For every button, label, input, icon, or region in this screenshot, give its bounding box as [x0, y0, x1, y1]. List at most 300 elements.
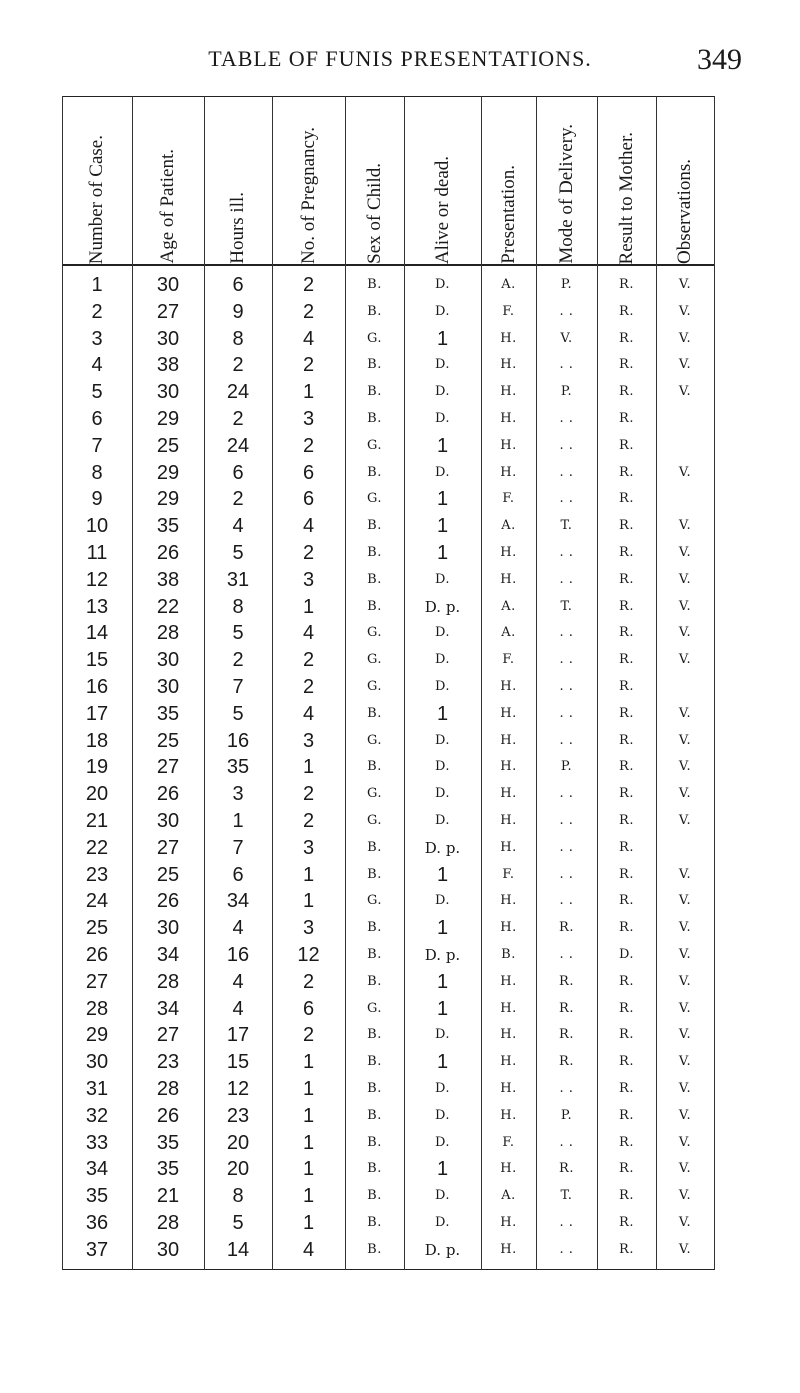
table-cell: 21: [156, 1185, 180, 1208]
table-cell: R.: [619, 813, 634, 828]
table-cell: 29: [85, 1024, 109, 1047]
table-cell: 2: [302, 354, 315, 377]
table-cell: R.: [619, 1000, 634, 1016]
table-cell: 7: [232, 836, 244, 859]
page-header: [0, 43, 800, 86]
table-cell: P.: [560, 384, 573, 400]
table-row: [62, 1076, 714, 1102]
table-cell: R.: [619, 973, 634, 989]
table-cell: 6: [232, 461, 244, 484]
table-cell: R.: [619, 920, 634, 936]
table-cell: F.: [502, 652, 515, 668]
table-cell: 1: [91, 274, 103, 296]
table-cell: V.: [678, 786, 692, 802]
table-cell: H.: [500, 679, 517, 694]
table-row: [62, 942, 714, 968]
table-cell: H.: [500, 839, 517, 855]
table-cell: 34: [226, 890, 250, 913]
table-cell: D.: [434, 652, 451, 668]
table-cell: R.: [619, 1107, 634, 1123]
table-cell: 14: [226, 1238, 250, 1261]
table-cell: D.: [618, 947, 635, 962]
table-cell: G.: [366, 893, 383, 909]
table-cell: G.: [366, 491, 383, 507]
table-cell: H.: [500, 893, 517, 909]
table-cell: B.: [367, 1215, 382, 1230]
table-cell: 30: [156, 274, 180, 296]
table-cell: D.: [434, 384, 451, 400]
table-cell: 1: [436, 917, 449, 940]
table-cell: R.: [559, 1161, 574, 1177]
table-row: [62, 996, 714, 1022]
table-row: [62, 888, 714, 914]
table-cell: R.: [619, 277, 634, 292]
table-cell: 12: [226, 1078, 250, 1100]
table-row: [62, 326, 714, 352]
table-cell: 30: [156, 917, 180, 940]
table-cell: D.: [434, 813, 451, 828]
table-cell: 21: [85, 810, 109, 832]
table-row: [62, 835, 714, 861]
table-row: [62, 1156, 714, 1182]
table-cell: B.: [367, 759, 382, 775]
table-cell: B.: [367, 1241, 382, 1257]
table-cell: D.: [434, 303, 451, 319]
table-cell: 1: [436, 488, 449, 511]
table-cell: F.: [502, 303, 515, 319]
table-cell: V.: [678, 1188, 692, 1204]
table-cell: V.: [678, 1000, 692, 1016]
table-cell: R.: [559, 1000, 574, 1016]
table-cell: 1: [436, 997, 449, 1020]
column-header: [656, 96, 714, 264]
table-cell: A.: [501, 625, 516, 641]
table-cell: R.: [619, 1161, 634, 1177]
table-cell: 25: [85, 917, 109, 940]
table-cell: 35: [226, 756, 250, 779]
table-cell: D. p.: [424, 597, 461, 616]
table-cell: 5: [91, 381, 103, 404]
table-cell: B.: [367, 1054, 382, 1070]
table-cell: V.: [678, 1027, 692, 1043]
table-row: [62, 674, 714, 700]
table-cell: V.: [678, 545, 692, 560]
table-cell: 25: [156, 729, 180, 752]
table-cell: V.: [678, 571, 692, 587]
table-cell: 23: [85, 863, 109, 886]
table-cell: T.: [560, 598, 573, 614]
table-cell: 4: [302, 702, 315, 725]
table-cell: F.: [502, 1134, 515, 1150]
column-header-label: No. of Pregnancy.: [297, 126, 319, 264]
table-cell: 20: [226, 1131, 250, 1154]
table-row: [62, 1022, 714, 1048]
table-cell: 8: [232, 327, 244, 350]
table-cell: B.: [501, 947, 516, 962]
table-cell: 38: [156, 354, 180, 377]
table-cell: [656, 835, 714, 861]
table-cell: 16: [226, 729, 250, 752]
table-cell: B.: [367, 411, 382, 426]
table-cell: 1: [436, 327, 449, 350]
table-cell: 11: [86, 542, 108, 564]
table-cell: R.: [559, 920, 574, 936]
table-cell: H.: [500, 705, 517, 721]
table-cell: . .: [559, 545, 574, 560]
table-cell: 1: [302, 756, 315, 779]
table-cell: 26: [156, 1104, 180, 1127]
table-cell: V.: [678, 705, 692, 721]
table-cell: 23: [156, 1051, 180, 1074]
table-cell: V.: [678, 303, 692, 319]
table-cell: B.: [367, 571, 382, 587]
table-cell: R.: [619, 437, 634, 453]
table-cell: 15: [226, 1051, 250, 1074]
table-cell: 2: [302, 810, 315, 832]
table-cell: D.: [434, 1134, 451, 1150]
table-cell: R.: [619, 598, 634, 614]
table-cell: 1: [302, 1051, 315, 1074]
column-header-label: Hours ill.: [227, 192, 248, 264]
table-cell: 9: [91, 488, 103, 511]
table-cell: 38: [156, 568, 180, 591]
table-cell: B.: [367, 973, 382, 989]
table-row: [62, 701, 714, 727]
table-cell: B.: [367, 1134, 382, 1150]
table-cell: T.: [560, 518, 573, 534]
table-cell: B.: [367, 1107, 382, 1123]
table-row: [62, 647, 714, 673]
table-cell: . .: [559, 1241, 574, 1257]
table-cell: 25: [156, 434, 180, 457]
table-cell: 1: [436, 1051, 449, 1074]
table-cell: 30: [156, 810, 180, 832]
table-cell: G.: [366, 679, 383, 694]
table-cell: B.: [367, 839, 382, 855]
table-cell: 1: [302, 1131, 315, 1154]
table-cell: F.: [502, 866, 515, 882]
table-cell: R.: [619, 866, 634, 882]
table-cell: B.: [367, 1081, 382, 1096]
table-cell: D. p.: [424, 838, 461, 857]
table-cell: 34: [156, 944, 180, 966]
table-cell: 3: [302, 836, 315, 859]
column-header-label: Result to Mother.: [615, 131, 637, 264]
column-header: [272, 96, 345, 264]
table-cell: D.: [434, 277, 451, 292]
table-cell: B.: [367, 303, 382, 319]
table-cell: 1: [436, 542, 449, 564]
table-row: [62, 594, 714, 620]
column-header-label: Observations.: [674, 158, 695, 264]
table-cell: V.: [678, 464, 692, 480]
table-cell: 3: [302, 408, 315, 430]
table-cell: 3: [302, 729, 315, 752]
table-cell: V.: [678, 1134, 692, 1150]
table-cell: A.: [501, 277, 516, 292]
table-row: [62, 1210, 714, 1236]
table-cell: 27: [85, 970, 109, 993]
table-cell: B.: [367, 277, 382, 292]
table-cell: [656, 674, 714, 700]
table-cell: 2: [302, 649, 315, 672]
table-cell: 25: [156, 863, 180, 886]
table-cell: 1: [302, 1212, 315, 1234]
table-cell: . .: [559, 464, 574, 480]
table-cell: . .: [559, 947, 574, 962]
table-cell: R.: [619, 732, 634, 748]
column-header: [404, 96, 481, 264]
table-cell: 27: [156, 756, 180, 779]
table-cell: . .: [559, 732, 574, 748]
table-cell: 35: [156, 1131, 180, 1154]
table-cell: 26: [156, 783, 180, 806]
table-cell: R.: [619, 1241, 634, 1257]
table-cell: 22: [85, 836, 109, 859]
table-cell: D.: [434, 625, 451, 641]
table-cell: V.: [678, 1241, 692, 1257]
table-cell: . .: [559, 357, 574, 373]
table-row: [62, 379, 714, 405]
table-cell: R.: [619, 1188, 634, 1204]
table-cell: P.: [560, 759, 573, 775]
table-cell: 23: [226, 1104, 250, 1127]
column-header: [536, 96, 597, 264]
column-header: [597, 96, 656, 264]
table-row: [62, 486, 714, 512]
table-cell: R.: [619, 1081, 634, 1096]
table-cell: B.: [367, 866, 382, 882]
table-cell: 5: [232, 1212, 244, 1234]
table-row: [62, 808, 714, 834]
table-row: [62, 969, 714, 995]
table-cell: 1: [302, 1185, 315, 1208]
table-cell: [656, 433, 714, 459]
table-cell: 30: [85, 1051, 109, 1074]
table-cell: V.: [678, 625, 692, 641]
table-cell: H.: [500, 357, 517, 373]
table-cell: 6: [91, 408, 103, 430]
table-cell: D.: [434, 1107, 451, 1123]
table-cell: H.: [500, 411, 517, 426]
column-header: [132, 96, 204, 264]
table-cell: H.: [500, 920, 517, 936]
table-cell: 1: [302, 863, 315, 886]
table-cell: G.: [366, 1000, 383, 1016]
table-cell: B.: [367, 598, 382, 614]
table-cell: D.: [434, 893, 451, 909]
table-cell: V.: [678, 813, 692, 828]
column-header-label: Mode of Delivery.: [555, 124, 577, 264]
table-row: [62, 352, 714, 378]
table-cell: G.: [366, 437, 383, 453]
column-header-label: Age of Patient.: [157, 149, 178, 264]
table-cell: A.: [501, 518, 516, 534]
table-cell: H.: [500, 1000, 517, 1016]
table-cell: 2: [232, 488, 244, 511]
column-header-label: Presentation.: [497, 165, 519, 264]
table-cell: R.: [619, 1027, 634, 1043]
table-cell: V.: [678, 920, 692, 936]
table-cell: R.: [619, 839, 634, 855]
table-cell: 2: [91, 300, 103, 323]
table-cell: R.: [619, 545, 634, 560]
table-cell: 12: [297, 944, 320, 966]
table-cell: R.: [619, 491, 634, 507]
table-cell: R.: [619, 652, 634, 668]
table-cell: 29: [156, 461, 180, 484]
table-cell: . .: [559, 571, 574, 587]
table-row: [62, 728, 714, 754]
table-cell: R.: [619, 625, 634, 641]
table-cell: . .: [559, 705, 574, 721]
table-cell: 1: [302, 595, 315, 618]
table-row: [62, 406, 714, 432]
table-cell: 8: [232, 595, 244, 618]
table-cell: 2: [302, 300, 315, 323]
table-cell: 24: [226, 381, 250, 404]
table-cell: 24: [85, 890, 109, 913]
table-cell: 36: [85, 1212, 109, 1234]
table-cell: 31: [226, 568, 250, 591]
table-cell: R.: [559, 1054, 574, 1070]
table-cell: B.: [367, 1027, 382, 1043]
table-cell: V.: [678, 598, 692, 614]
table-cell: 2: [302, 434, 315, 457]
table-cell: V.: [678, 1215, 692, 1230]
table-cell: P.: [560, 1107, 573, 1123]
table-cell: 4: [91, 354, 103, 377]
table-cell: D.: [434, 1081, 451, 1096]
table-cell: 6: [232, 863, 244, 886]
table-cell: 34: [156, 997, 180, 1020]
table-cell: 4: [302, 327, 315, 350]
table-cell: D.: [434, 1027, 451, 1043]
table-cell: 20: [85, 783, 109, 806]
table-cell: R.: [619, 464, 634, 480]
table-cell: 2: [302, 542, 315, 564]
table-cell: 16: [85, 676, 109, 698]
table-cell: 26: [156, 890, 180, 913]
table-cell: 17: [85, 702, 109, 725]
table-cell: 26: [156, 542, 180, 564]
table-cell: D.: [434, 1188, 451, 1204]
table-cell: H.: [500, 1161, 517, 1177]
table-row: [62, 781, 714, 807]
column-header-label: Number of Case.: [86, 134, 107, 264]
table-cell: 2: [232, 354, 244, 377]
table-cell: R.: [619, 571, 634, 587]
table-cell: . .: [559, 786, 574, 802]
table-cell: G.: [366, 732, 383, 748]
table-cell: 2: [232, 408, 244, 430]
table-cell: 22: [156, 595, 180, 618]
table-cell: V.: [678, 947, 692, 962]
table-cell: H.: [500, 732, 517, 748]
table-cell: . .: [559, 839, 574, 855]
table-row: [62, 915, 714, 941]
table-cell: 5: [232, 542, 244, 564]
table-cell: 34: [85, 1158, 109, 1181]
table-cell: R.: [619, 893, 634, 909]
table-row: [62, 1237, 714, 1263]
table-cell: D.: [434, 759, 451, 775]
table-cell: 5: [232, 702, 244, 725]
table-cell: 3: [302, 568, 315, 591]
table-cell: 24: [226, 434, 250, 457]
table-cell: H.: [500, 813, 517, 828]
table-cell: 4: [232, 515, 244, 538]
table-cell: D.: [434, 571, 451, 587]
table-cell: G.: [366, 330, 383, 346]
table-cell: 26: [85, 944, 109, 966]
table-cell: 7: [232, 676, 244, 698]
table-cell: A.: [501, 1188, 516, 1204]
table-cell: 2: [232, 649, 244, 672]
table-cell: 3: [91, 327, 103, 350]
column-header-label: Sex of Child.: [363, 163, 385, 264]
table-cell: H.: [500, 545, 517, 560]
table-cell: H.: [500, 759, 517, 775]
table-cell: 17: [226, 1024, 250, 1047]
table-cell: V.: [678, 1054, 692, 1070]
table-cell: H.: [500, 1081, 517, 1096]
table-cell: D.: [434, 679, 451, 694]
table-cell: 13: [85, 595, 109, 618]
table-row: [62, 567, 714, 593]
table-cell: 1: [436, 1158, 449, 1181]
table-cell: 29: [156, 488, 180, 511]
table-cell: 6: [302, 488, 315, 511]
table-row: [62, 620, 714, 646]
table-cell: . .: [559, 813, 574, 828]
table-cell: H.: [500, 384, 517, 400]
table-cell: B.: [367, 384, 382, 400]
table-row: [62, 299, 714, 325]
table-cell: F.: [502, 491, 515, 507]
table-cell: R.: [619, 518, 634, 534]
table-cell: B.: [367, 464, 382, 480]
table-cell: 1: [302, 890, 315, 913]
table-row: [62, 754, 714, 780]
table-cell: 2: [302, 970, 315, 993]
table-cell: . .: [559, 679, 574, 694]
table-row: [62, 1183, 714, 1209]
table-cell: 18: [85, 729, 109, 752]
table-cell: R.: [619, 705, 634, 721]
table-cell: V.: [678, 330, 692, 346]
table-cell: . .: [559, 652, 574, 668]
table-cell: H.: [500, 1107, 517, 1123]
table-cell: 27: [156, 1024, 180, 1047]
table-cell: 6: [302, 461, 315, 484]
table-cell: H.: [500, 1241, 517, 1257]
table-cell: V.: [678, 652, 692, 668]
column-header: [204, 96, 272, 264]
table-cell: 1: [436, 515, 449, 538]
table-row: [62, 272, 714, 298]
table-cell: 35: [85, 1185, 109, 1208]
table-cell: . .: [559, 893, 574, 909]
table-cell: 30: [156, 1238, 180, 1261]
table-cell: 8: [91, 461, 103, 484]
table-cell: 32: [85, 1104, 109, 1127]
table-cell: 1: [232, 810, 244, 832]
table-cell: V.: [678, 1081, 692, 1096]
table-cell: B.: [367, 357, 382, 373]
table-cell: 35: [156, 1158, 180, 1181]
running-title: TABLE OF FUNIS PRESENTATIONS.: [208, 46, 592, 71]
